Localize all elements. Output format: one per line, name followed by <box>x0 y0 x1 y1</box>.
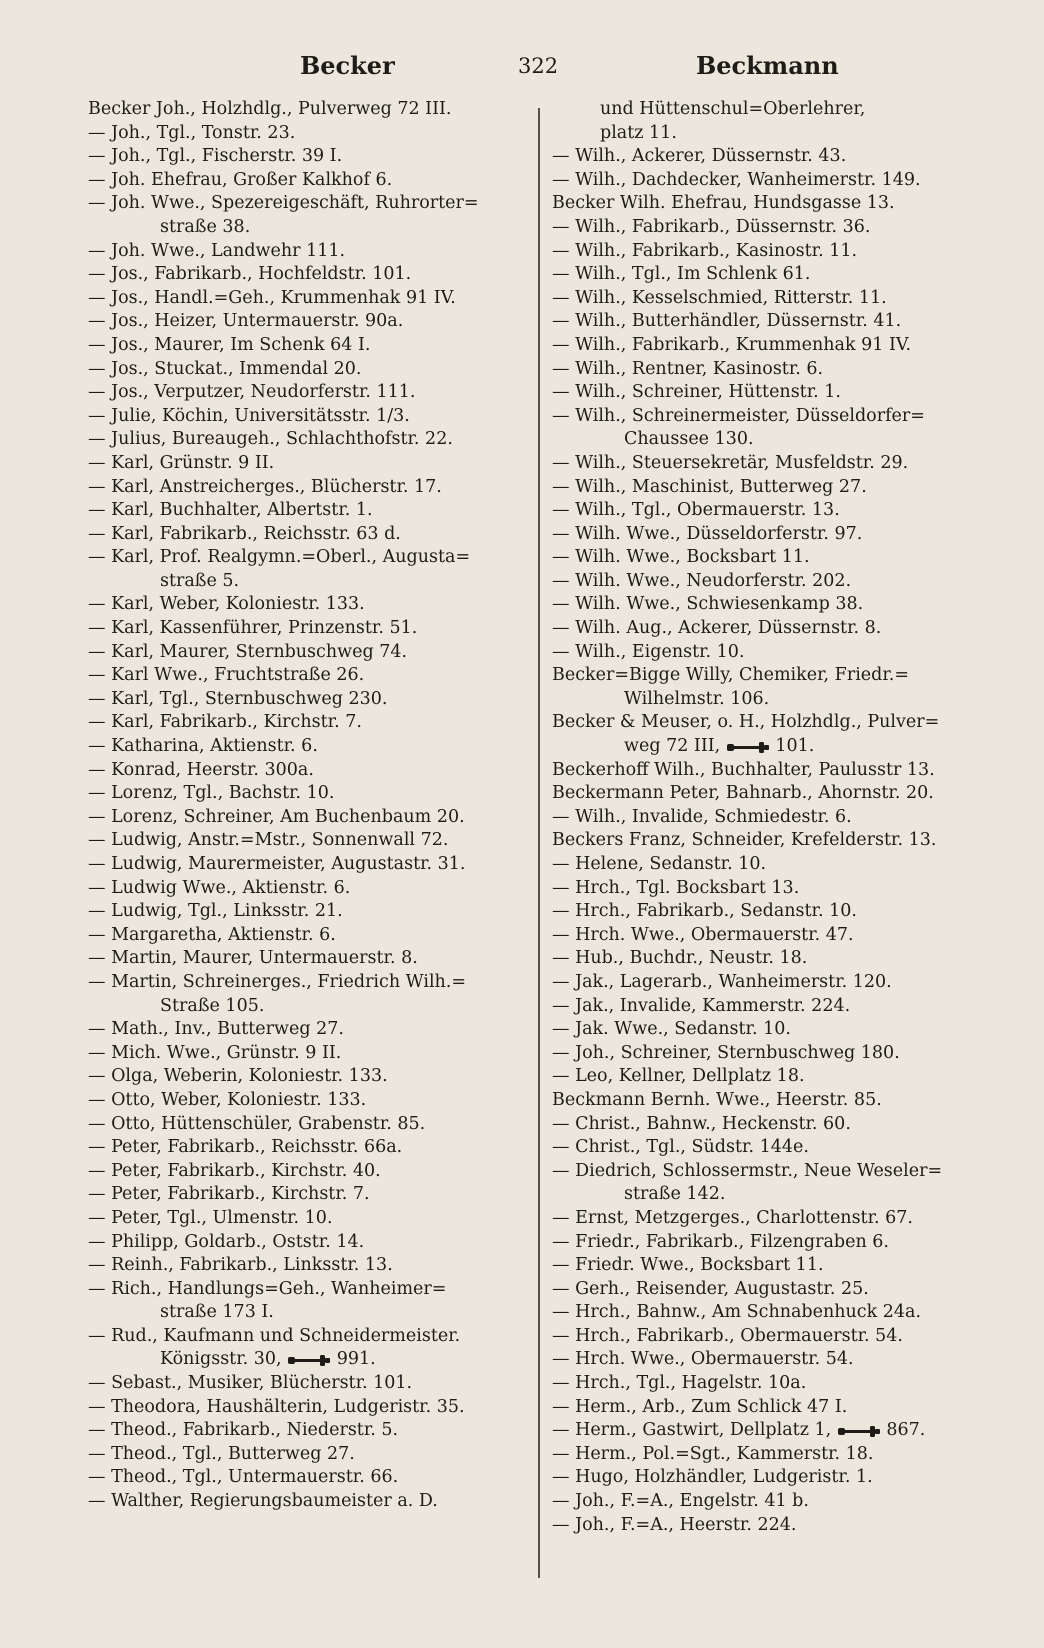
directory-entry <box>88 499 528 523</box>
directory-entry <box>88 334 528 358</box>
entry-text: — Friedr., Fabrikarb., Filzengraben 6. <box>552 1231 889 1252</box>
entry-text: — Joh., F.=A., Engelstr. 41 b. <box>552 1491 809 1512</box>
directory-entry <box>88 122 528 146</box>
directory-entry <box>552 1231 982 1255</box>
directory-entry <box>88 169 528 193</box>
entry-text: — Wilh., Butterhändler, Düssernstr. 41. <box>552 311 902 332</box>
directory-entry <box>552 829 982 853</box>
directory-entry <box>88 1396 528 1420</box>
entry-text: — Christ., Tgl., Südstr. 144e. <box>552 1137 809 1158</box>
entry-text: — Hrch., Tgl. Bocksbart 13. <box>552 877 800 898</box>
directory-entry <box>552 617 982 641</box>
entry-text: und Hüttenschul=Oberlehrer, <box>600 99 866 119</box>
right-column <box>552 98 982 1537</box>
entry-text: straße 5. <box>160 570 240 591</box>
entry-text: — Wilh., Ackerer, Düssernstr. 43. <box>552 146 847 167</box>
directory-entry <box>552 476 982 500</box>
entry-text: — Wilh. Aug., Ackerer, Düssernstr. 8. <box>552 618 882 639</box>
entry-text: — Hrch., Fabrikarb., Sedanstr. 10. <box>552 901 857 922</box>
directory-entry <box>88 759 528 783</box>
entry-text: — Joh., Tgl., Tonstr. 23. <box>88 122 296 143</box>
entry-text: — Wilh., Eigenstr. 10. <box>552 641 745 662</box>
entry-text: — Peter, Fabrikarb., Reichsstr. 66a. <box>88 1137 403 1158</box>
entry-text: — Konrad, Heerstr. 300a. <box>88 759 314 780</box>
entry-text: — Gerh., Reisender, Augustastr. 25. <box>552 1278 869 1299</box>
entry-text: Beckerhoff Wilh., Buchhalter, Paulusstr 13. <box>552 759 935 780</box>
directory-entry <box>552 711 982 735</box>
directory-entry <box>88 1160 528 1184</box>
directory-entry <box>552 1136 982 1160</box>
directory-entry <box>552 1443 982 1467</box>
directory-entry <box>552 1514 982 1538</box>
entry-text: — Jos., Maurer, Im Schenk 64 I. <box>88 334 371 355</box>
directory-entry <box>88 570 528 594</box>
directory-entry <box>88 1325 528 1349</box>
phone-number: 867. <box>886 1420 926 1441</box>
entry-text: — Karl, Weber, Koloniestr. 133. <box>88 594 365 615</box>
entry-text: — Math., Inv., Butterweg 27. <box>88 1019 344 1040</box>
directory-entry <box>552 358 982 382</box>
entry-text: Becker Wilh. Ehefrau, Hundsgasse 13. <box>552 193 895 214</box>
directory-entry <box>552 1254 982 1278</box>
telephone-icon <box>837 1424 881 1438</box>
entry-text: — Jos., Stuckat., Immendal 20. <box>88 358 362 379</box>
directory-entry <box>88 310 528 334</box>
entry-text: — Leo, Kellner, Dellplatz 18. <box>552 1066 805 1087</box>
entry-text: Beckmann Bernh. Wwe., Heerstr. 85. <box>552 1089 882 1110</box>
entry-text: — Joh., F.=A., Heerstr. 224. <box>552 1514 797 1535</box>
directory-entry <box>552 1042 982 1066</box>
entry-text: — Ludwig, Maurermeister, Augustastr. 31. <box>88 854 466 874</box>
entry-text: — Hrch. Wwe., Obermauerstr. 54. <box>552 1349 854 1370</box>
entry-text: Becker Joh., Holzhdlg., Pulverweg 72 III. <box>88 99 452 119</box>
entry-text: Beckermann Peter, Bahnarb., Ahornstr. 20. <box>552 783 934 804</box>
directory-entry <box>552 381 982 405</box>
directory-entry <box>88 1231 528 1255</box>
entry-text: — Joh. Ehefrau, Großer Kalkhof 6. <box>88 169 393 190</box>
directory-entry <box>552 947 982 971</box>
directory-entry <box>552 900 982 924</box>
directory-entry <box>88 405 528 429</box>
entry-text: — Hrch. Wwe., Obermauerstr. 47. <box>552 924 854 945</box>
entry-text: — Karl, Buchhalter, Albertstr. 1. <box>88 500 373 521</box>
entry-text: — Mich. Wwe., Grünstr. 9 II. <box>88 1042 342 1063</box>
entry-text: — Peter, Fabrikarb., Kirchstr. 7. <box>88 1184 370 1205</box>
directory-entry <box>88 711 528 735</box>
directory-entry <box>88 1372 528 1396</box>
entry-text: — Diedrich, Schlossermstr., Neue Weseler= <box>552 1160 943 1181</box>
entry-text: — Hrch., Fabrikarb., Obermauerstr. 54. <box>552 1325 903 1346</box>
directory-entry <box>88 452 528 476</box>
directory-entry <box>552 971 982 995</box>
directory-entry <box>552 240 982 264</box>
entry-text: — Friedr. Wwe., Bocksbart 11. <box>552 1255 824 1276</box>
entry-text: — Wilh., Fabrikarb., Krummenhak 91 IV. <box>552 334 912 355</box>
entry-text: Beckers Franz, Schneider, Krefelderstr. 13. <box>552 830 937 851</box>
directory-entry <box>88 287 528 311</box>
directory-entry <box>552 782 982 806</box>
directory-entry <box>552 263 982 287</box>
entry-text: — Karl, Maurer, Sternbuschweg 74. <box>88 641 408 662</box>
entry-text: — Olga, Weberin, Koloniestr. 133. <box>88 1066 388 1087</box>
directory-entry <box>552 1490 982 1514</box>
entry-text: — Theod., Tgl., Butterweg 27. <box>88 1443 355 1464</box>
directory-entry <box>88 1466 528 1490</box>
directory-entry <box>88 145 528 169</box>
entry-text: — Jos., Fabrikarb., Hochfeldstr. 101. <box>88 264 412 285</box>
directory-entry <box>552 806 982 830</box>
entry-text: — Joh., Schreiner, Sternbuschweg 180. <box>552 1042 900 1063</box>
entry-text: — Sebast., Musiker, Blücherstr. 101. <box>88 1373 413 1394</box>
directory-entry <box>552 1396 982 1420</box>
entry-text: — Wilh., Tgl., Im Schlenk 61. <box>552 264 811 285</box>
entry-text: — Karl, Fabrikarb., Reichsstr. 63 d. <box>88 523 401 544</box>
directory-entry <box>552 310 982 334</box>
directory-entry <box>88 240 528 264</box>
directory-entry <box>552 664 982 688</box>
entry-text: — Walther, Regierungsbaumeister a. D. <box>88 1491 438 1512</box>
directory-entry <box>552 995 982 1019</box>
entry-text: — Jos., Handl.=Geh., Krummenhak 91 IV. <box>88 287 456 308</box>
entry-text: — Reinh., Fabrikarb., Linksstr. 13. <box>88 1255 393 1276</box>
entry-text: — Karl, Tgl., Sternbuschweg 230. <box>88 688 388 709</box>
entry-text: — Joh., Tgl., Fischerstr. 39 I. <box>88 146 343 167</box>
directory-entry <box>552 1372 982 1396</box>
entry-text: straße 38. <box>160 216 251 237</box>
directory-entry <box>552 570 982 594</box>
directory-entry <box>88 1443 528 1467</box>
entry-text: Wilhelmstr. 106. <box>624 688 770 709</box>
directory-entry <box>88 593 528 617</box>
entry-text: — Theod., Tgl., Untermauerstr. 66. <box>88 1467 399 1488</box>
directory-entry <box>88 358 528 382</box>
directory-entry <box>552 1419 982 1443</box>
entry-text: — Julie, Köchin, Universitätsstr. 1/3. <box>88 405 410 426</box>
directory-entry <box>88 1065 528 1089</box>
directory-entry <box>552 1160 982 1184</box>
entry-text: platz 11. <box>600 122 677 143</box>
entry-text: — Karl Wwe., Fruchtstraße 26. <box>88 665 365 686</box>
column-divider <box>538 108 540 1578</box>
directory-entry <box>552 98 982 122</box>
entry-text: — Wilh. Wwe., Schwiesenkamp 38. <box>552 594 864 615</box>
page-number: 322 <box>518 54 559 78</box>
directory-entry <box>88 995 528 1019</box>
directory-entry <box>88 1089 528 1113</box>
directory-entry <box>88 1136 528 1160</box>
entry-text: — Wilh. Wwe., Neudorferstr. 202. <box>552 570 852 591</box>
directory-entry <box>88 900 528 924</box>
entry-text: — Wilh. Wwe., Bocksbart 11. <box>552 547 810 568</box>
entry-text: — Hrch., Bahnw., Am Schnabenhuck 24a. <box>552 1302 922 1323</box>
directory-entry <box>88 546 528 570</box>
entry-text: — Jos., Heizer, Untermauerstr. 90a. <box>88 311 404 332</box>
directory-entry <box>88 664 528 688</box>
entry-text: weg 72 III, <box>624 736 721 757</box>
directory-entry <box>552 287 982 311</box>
directory-entry <box>88 924 528 948</box>
entry-text: — Otto, Hüttenschüler, Grabenstr. 85. <box>88 1113 426 1134</box>
directory-entry <box>552 428 982 452</box>
entry-text: — Ludwig Wwe., Aktienstr. 6. <box>88 877 351 898</box>
entry-text: — Wilh., Maschinist, Butterweg 27. <box>552 476 867 497</box>
entry-text: Becker=Bigge Willy, Chemiker, Friedr.= <box>552 665 910 686</box>
directory-entry <box>552 641 982 665</box>
entry-text: — Wilh., Tgl., Obermauerstr. 13. <box>552 500 840 521</box>
entry-text: — Peter, Tgl., Ulmenstr. 10. <box>88 1207 333 1228</box>
entry-text: — Wilh., Fabrikarb., Düssernstr. 36. <box>552 216 871 237</box>
directory-entry <box>552 1348 982 1372</box>
entry-text: — Hub., Buchdr., Neustr. 18. <box>552 948 808 969</box>
entry-text: Becker & Meuser, o. H., Holzhdlg., Pulver= <box>552 712 940 733</box>
directory-entry <box>552 1018 982 1042</box>
entry-text: — Wilh., Rentner, Kasinostr. 6. <box>552 358 824 379</box>
directory-entry <box>552 523 982 547</box>
directory-entry <box>552 452 982 476</box>
entry-text: — Karl, Prof. Realgymn.=Oberl., Augusta= <box>88 547 471 568</box>
entry-text: — Joh. Wwe., Spezereigeschäft, Ruhrorter= <box>88 193 479 214</box>
header-right-surname: Beckmann <box>696 51 839 80</box>
directory-entry <box>552 593 982 617</box>
directory-entry <box>88 617 528 641</box>
entry-text: — Katharina, Aktienstr. 6. <box>88 736 318 757</box>
directory-entry <box>552 688 982 712</box>
directory-entry <box>552 1466 982 1490</box>
directory-entry <box>552 169 982 193</box>
directory-entry <box>88 428 528 452</box>
entry-text: — Ludwig, Tgl., Linksstr. 21. <box>88 901 343 922</box>
entry-text: — Hugo, Holzhändler, Ludgeristr. 1. <box>552 1467 873 1488</box>
directory-entry <box>552 1183 982 1207</box>
entry-text: — Karl, Anstreicherges., Blücherstr. 17. <box>88 476 442 497</box>
entry-text: — Ernst, Metzgerges., Charlottenstr. 67. <box>552 1207 913 1228</box>
phone-number: 101. <box>775 736 815 757</box>
entry-text: — Martin, Maurer, Untermauerstr. 8. <box>88 948 418 969</box>
entry-text: — Karl, Grünstr. 9 II. <box>88 452 275 473</box>
directory-entry <box>88 1018 528 1042</box>
entry-text: — Herm., Arb., Zum Schlick 47 I. <box>552 1396 848 1417</box>
entry-text: — Wilh., Schreiner, Hüttenstr. 1. <box>552 382 841 403</box>
directory-entry <box>88 216 528 240</box>
directory-entry <box>552 735 982 759</box>
directory-entry <box>88 1490 528 1514</box>
entry-text: — Lorenz, Tgl., Bachstr. 10. <box>88 783 335 804</box>
entry-text: — Theodora, Haushälterin, Ludgeristr. 35. <box>88 1396 465 1417</box>
directory-entry <box>88 192 528 216</box>
directory-entry <box>88 806 528 830</box>
entry-text: — Karl, Fabrikarb., Kirchstr. 7. <box>88 712 362 733</box>
directory-entry <box>88 1348 528 1372</box>
directory-entry <box>88 1042 528 1066</box>
directory-entry <box>88 1301 528 1325</box>
left-column <box>88 98 528 1514</box>
phone-number: 991. <box>336 1349 376 1370</box>
entry-text: — Peter, Fabrikarb., Kirchstr. 40. <box>88 1160 381 1181</box>
entry-text: straße 173 I. <box>160 1302 274 1323</box>
directory-entry <box>88 1419 528 1443</box>
directory-entry <box>552 853 982 877</box>
entry-text: — Rud., Kaufmann und Schneidermeister. <box>88 1325 461 1346</box>
directory-entry <box>88 688 528 712</box>
entry-text: — Rich., Handlungs=Geh., Wanheimer= <box>88 1278 447 1299</box>
directory-entry <box>552 1278 982 1302</box>
directory-entry <box>88 1113 528 1137</box>
entry-text: — Wilh., Kesselschmied, Ritterstr. 11. <box>552 287 887 308</box>
entry-text: — Jak., Lagerarb., Wanheimerstr. 120. <box>552 971 892 992</box>
directory-entry <box>552 499 982 523</box>
directory-entry <box>552 145 982 169</box>
entry-text: — Wilh., Schreinermeister, Düsseldorfer= <box>552 405 925 426</box>
header-left-surname: Becker <box>300 51 395 80</box>
entry-text: — Wilh., Dachdecker, Wanheimerstr. 149. <box>552 169 921 190</box>
directory-entry <box>88 782 528 806</box>
entry-text: — Christ., Bahnw., Heckenstr. 60. <box>552 1113 851 1134</box>
entry-text: — Lorenz, Schreiner, Am Buchenbaum 20. <box>88 806 465 827</box>
directory-entry <box>552 1089 982 1113</box>
entry-text: — Hrch., Tgl., Hagelstr. 10a. <box>552 1373 807 1394</box>
telephone-icon <box>726 740 770 754</box>
directory-entry <box>552 334 982 358</box>
entry-text: — Theod., Fabrikarb., Niederstr. 5. <box>88 1420 399 1441</box>
directory-entry <box>88 1207 528 1231</box>
directory-entry <box>88 947 528 971</box>
directory-entry <box>552 1325 982 1349</box>
telephone-icon <box>287 1353 331 1367</box>
entry-text: — Margaretha, Aktienstr. 6. <box>88 924 336 945</box>
directory-entry <box>552 1207 982 1231</box>
entry-text: — Otto, Weber, Koloniestr. 133. <box>88 1089 367 1110</box>
directory-entry <box>552 924 982 948</box>
entry-text: — Wilh. Wwe., Düsseldorferstr. 97. <box>552 523 863 544</box>
directory-entry <box>552 546 982 570</box>
directory-entry <box>88 381 528 405</box>
directory-entry <box>88 877 528 901</box>
entry-text: — Jos., Verputzer, Neudorferstr. 111. <box>88 382 416 403</box>
entry-text: — Herm., Pol.=Sgt., Kammerstr. 18. <box>552 1443 874 1464</box>
entry-text: — Julius, Bureaugeh., Schlachthofstr. 22. <box>88 429 453 450</box>
entry-text: straße 142. <box>624 1184 726 1205</box>
directory-entry <box>88 476 528 500</box>
directory-entry <box>88 1183 528 1207</box>
directory-entry <box>88 1278 528 1302</box>
directory-entry <box>552 122 982 146</box>
directory-entry <box>88 523 528 547</box>
directory-entry <box>88 853 528 877</box>
directory-entry <box>552 216 982 240</box>
directory-entry <box>88 263 528 287</box>
directory-entry <box>552 759 982 783</box>
directory-entry <box>88 735 528 759</box>
entry-text: — Joh. Wwe., Landwehr 111. <box>88 240 346 261</box>
directory-entry <box>552 405 982 429</box>
directory-entry <box>552 1301 982 1325</box>
directory-entry <box>552 1065 982 1089</box>
entry-text: — Ludwig, Anstr.=Mstr., Sonnenwall 72. <box>88 830 449 851</box>
entry-text: Königsstr. 30, <box>160 1349 282 1370</box>
entry-text: — Herm., Gastwirt, Dellplatz 1, <box>552 1420 832 1441</box>
directory-entry <box>552 877 982 901</box>
entry-text: — Philipp, Goldarb., Oststr. 14. <box>88 1231 365 1252</box>
entry-text: — Jak., Invalide, Kammerstr. 224. <box>552 995 851 1016</box>
directory-entry <box>88 98 528 122</box>
directory-entry <box>88 971 528 995</box>
entry-text: Chaussee 130. <box>624 429 754 450</box>
entry-text: — Helene, Sedanstr. 10. <box>552 854 767 874</box>
directory-entry <box>552 192 982 216</box>
directory-entry <box>88 641 528 665</box>
entry-text: — Wilh., Steuersekretär, Musfeldstr. 29. <box>552 452 909 473</box>
entry-text: — Martin, Schreinerges., Friedrich Wilh.= <box>88 971 467 992</box>
entry-text: Straße 105. <box>160 995 265 1016</box>
entry-text: — Wilh., Fabrikarb., Kasinostr. 11. <box>552 240 858 261</box>
entry-text: — Jak. Wwe., Sedanstr. 10. <box>552 1019 791 1040</box>
directory-entry <box>88 1254 528 1278</box>
directory-entry <box>88 829 528 853</box>
directory-entry <box>552 1113 982 1137</box>
entry-text: — Karl, Kassenführer, Prinzenstr. 51. <box>88 618 418 639</box>
entry-text: — Wilh., Invalide, Schmiedestr. 6. <box>552 806 852 827</box>
